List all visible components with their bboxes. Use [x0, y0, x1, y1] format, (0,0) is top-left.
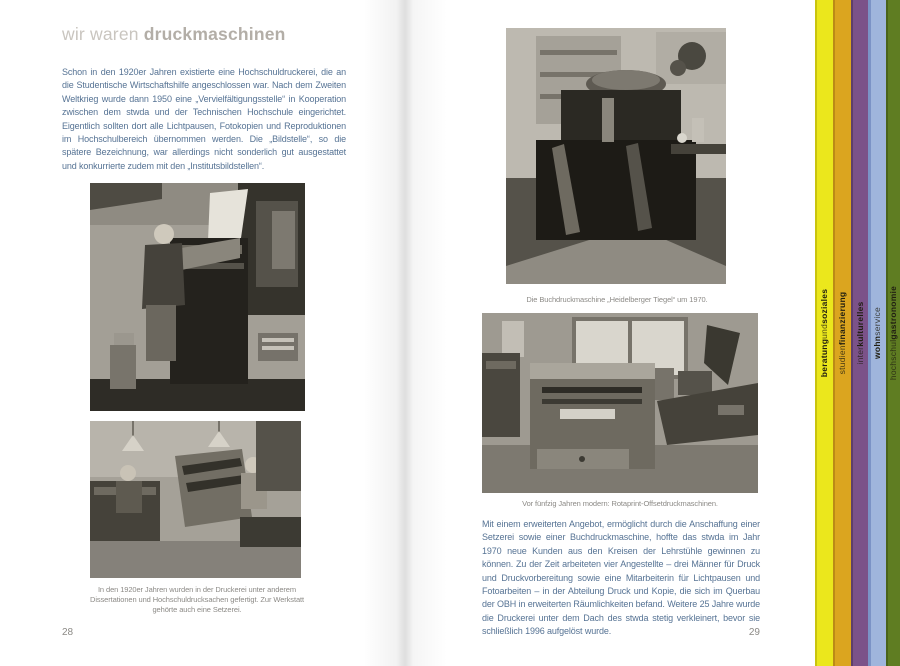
tab-label-wohnservice: wohnservice — [872, 307, 882, 359]
photo-print-shop-1920s — [90, 421, 301, 578]
tab-label-studienfinanzierung: studienfinanzierung — [837, 291, 847, 375]
tab-wohnservice[interactable] — [868, 0, 886, 666]
photo-heidelberger-tiegel — [506, 28, 726, 284]
right-photo-bottom-caption: Vor fünfzig Jahren modern: Rotaprint-Offsetdruckmaschinen. — [522, 499, 718, 508]
page-title-light: wir waren — [62, 24, 139, 44]
tab-label-interkulturelles: interkulturelles — [854, 301, 865, 365]
photo-platen-press-1920s — [90, 183, 305, 411]
right-page-paragraph: Mit einem erweiterten Angebot, ermöglicht durch die Anschaffung einer Setzerei sowie einer Buchdruckmaschine, hoffte das stwda im Jahr 1970 neue Kunden aus den Kreisen der Lehrstühle gewinnen zu können. Zu der Zeit arbeiteten vier Angestellte – drei Männer für Druck und Druckvorbereitung sowie eine Mitarbeiterin für Lichtpausen und Fotoarbeiten – in der Abteilung Druck und Kopie, die sich im Querbau der OBH in erweiterten Räumlichkeiten befand. Weitere 25 Jahre wurde die Druckerei unter dem Dach des stwda stetig verkleinert, bevor sie schließlich 1996 aufgelöst wurde. — [482, 519, 760, 637]
photo-rotaprint-offset — [482, 313, 758, 493]
page-number-left: 28 — [62, 627, 74, 638]
right-photo-top-caption: Die Buchdruckmaschine „Heidelberger Tiegel“ um 1970. — [526, 295, 708, 304]
tab-label-hochschulgastronomie: hochschulgastronomie — [888, 285, 898, 381]
tab-interkulturelles[interactable] — [851, 0, 868, 666]
page-title — [62, 24, 286, 45]
left-photo-caption: In den 1920er Jahren wurden in der Druckerei unter anderem Dissertationen und Hochschuldrucksachen gefertigt. Zur Werkstatt gehörte auch eine Setzerei. — [90, 585, 304, 614]
page-number-right: 29 — [748, 627, 760, 638]
tab-beratung-und-soziales[interactable] — [815, 0, 833, 666]
page-title-bold: druckmaschinen — [143, 24, 286, 44]
page-gutter-shadow — [363, 0, 447, 666]
tab-label-beratung-und-soziales: beratungundsoziales — [819, 288, 829, 378]
tab-hochschulgastronomie[interactable] — [886, 0, 900, 666]
tab-studienfinanzierung[interactable] — [833, 0, 851, 666]
left-page-paragraph: Schon in den 1920er Jahren existierte eine Hochschuldruckerei, die an die Studentische Wirtschaftshilfe angeschlossen war. Nach dem Zweiten Weltkrieg wurde dann 1950 eine „Vervielfältigungsstelle“ in Kooperation zwischen dem stwda und der Technischen Hochschule eingerichtet. Eigentlich sollten dort alle Lichtpausen, Fotokopien und Reproduktionen im Hochschulbereich übernommen werden. Die „Bildstelle“, so die spätere Bezeichnung, war allerdings nicht sonderlich gut ausgestattet und konkurrierte zudem mit den „Institutsbildstellen“. — [62, 67, 346, 171]
